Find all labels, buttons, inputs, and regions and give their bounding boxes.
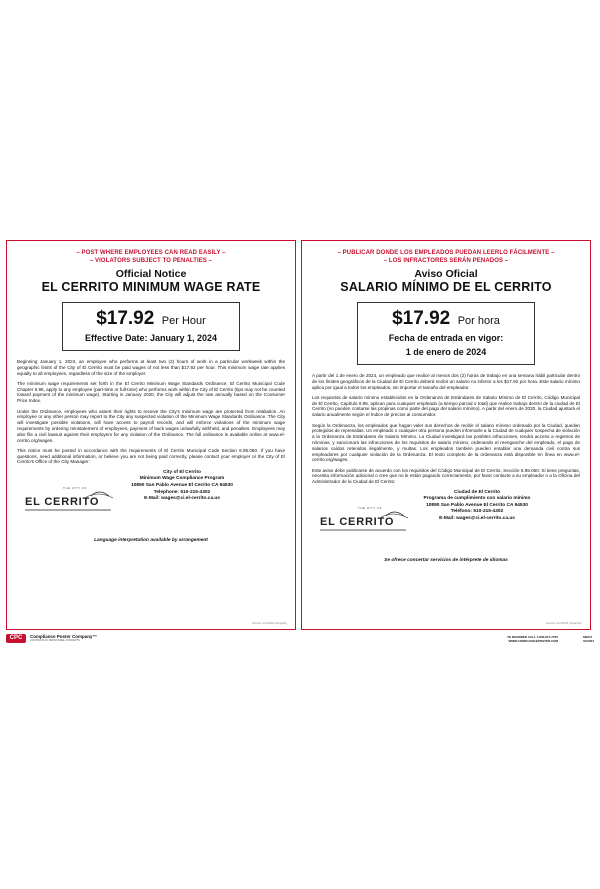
publisher-subtitle: A DIVISION OF PERSONNEL CONCEPTS <box>30 639 80 642</box>
spanish-official-notice: Aviso Oficial <box>414 268 478 280</box>
english-body <box>17 359 285 465</box>
spanish-version: Version 1/1/2024 (Spanish) <box>545 621 582 625</box>
logo-name: EL CERRITO <box>25 495 100 508</box>
spanish-title: SALARIO MÍNIMO DE EL CERRITO <box>340 280 552 294</box>
sku-date: 01/2024 <box>583 639 594 643</box>
logo-city-of: THE CITY OF <box>63 485 88 490</box>
spanish-paragraph-2: Los requisitos de salario mínimo establecidos en la Ordenanza de Estándares de Salario Mínimo de El Cerrito, Código Municipal de El Cerrito, Capítulo 6.95, aplican para cualquier empleado (a tiempo parcial o total) que realice trabajo dentro de la ciudad de El Cerrito (no pueden contarse las propinas como parte del pago del salario mínimo). A partir del enero de 2020, la Ciudad ajustará el salario anualmente según el Índice de precios al consumidor. <box>312 394 580 418</box>
reorder-phone: TO REORDER CALL 1-800-817-7070 <box>507 635 558 639</box>
el-cerrito-logo <box>316 504 416 534</box>
el-cerrito-logo <box>21 484 121 514</box>
spanish-effective-label: Fecha de entrada en vigor: <box>388 333 504 343</box>
spanish-body <box>312 373 580 485</box>
logo-city-of: THE CITY OF <box>358 505 383 510</box>
spanish-contact-line-3: 10890 San Pablo Avenue El Cerrito CA 94530 <box>426 502 528 508</box>
english-version: Version 1/1/2024 (English) <box>251 621 287 625</box>
spanish-contact-line-1: Ciudad de El Cerrito <box>453 489 501 495</box>
spanish-paragraph-1: A partir del 1 de enero de 2024, un empleado que realice al menos dos (2) horas de trabajo en una semana hábil particular dentro de los límites geográficos de la Ciudad de El Cerrito deberá recibir un salario no inferior a los $17.92 por hora. Este salario mínimo aplica por igual a todos los empleados, sin importar el tamaño del empleador. <box>312 373 580 390</box>
sku-number: M0371 <box>583 635 593 639</box>
english-contact-phone: Telephone: 510-215-4302 <box>153 489 211 495</box>
english-paragraph-2: The minimum wage requirements set forth in the El Cerrito Minimum Wage Standards Ordinance, El Cerrito Municipal Code Chapter 6.95, apply to any employee (part-time or full-time) who performs work within the City of El Cerrito (tips may not be counted toward payment of the minimum wage). Starting in January 2020, the City will adjust the rate annually based on the Consumer Price Index. <box>17 380 285 404</box>
spanish-language-note: Se ofrece concertar servicios de intérprete de idiomas <box>384 557 508 563</box>
publisher-bar <box>6 634 594 644</box>
spanish-contact-row <box>312 490 580 556</box>
spanish-contact-line-2: Programa de cumplimiento con salario mínimo <box>423 496 531 502</box>
cpc-logo-icon: CPC <box>6 634 26 643</box>
english-rate-amount: $17.92 <box>96 308 155 329</box>
poster <box>0 240 600 646</box>
english-contact-line-2: Minimum Wage Compliance Program <box>139 476 225 482</box>
spanish-rate-box <box>357 302 535 365</box>
english-title: EL CERRITO MINIMUM WAGE RATE <box>41 280 261 294</box>
spanish-rate-per: Por hora <box>457 315 500 327</box>
english-effective-date: Effective Date: January 1, 2024 <box>84 333 218 343</box>
spanish-contact-block <box>417 490 537 523</box>
spanish-contact-phone: Teléfono: 510-215-4302 <box>450 509 504 515</box>
english-contact-line-3: 10890 San Pablo Avenue El Cerrito CA 94530 <box>131 482 233 488</box>
spanish-tagline <box>312 249 580 265</box>
logo-name: EL CERRITO <box>320 515 395 528</box>
spanish-tagline-2: – LOS INFRACTORES SERÁN PENADOS – <box>383 258 509 264</box>
english-official-notice: Official Notice <box>115 268 187 280</box>
spanish-paragraph-4: Este aviso debe publicarse de acuerdo con los requisitos del Código Municipal de El Cerrito, Sección 6.95.060. Si tiene preguntas, necesita información adicional o cree que no le están pagando correctamente, por favor contacte a su empleador o a la Oficina del Administrador de la Ciudad de El Cerrito: <box>312 467 580 485</box>
english-paragraph-4: This notice must be posted in accordance with the requirements of El Cerrito Municipal Code Section 6.95.060. If you have questions, need additional information, or believe you are not being paid correctly, please contact your employer or the City of El Cerrito's Office of the City Manager: <box>17 447 285 465</box>
spanish-effective-date: 1 de enero de 2024 <box>405 347 487 357</box>
spanish-contact-email: E-Mail: wages@ci.el-cerrito.ca.us <box>439 515 515 521</box>
reorder-website: WWW.COMPLIANCEPOSTER.COM <box>508 639 558 643</box>
english-rate-per: Per Hour <box>161 315 206 327</box>
english-contact-block <box>122 470 242 503</box>
spanish-panel <box>301 240 591 630</box>
english-paragraph-1: Beginning January 1, 2024, an employee who performs at least two (2) hours of work in a particular workweek within the geographic limits of the City of El Cerrito must be paid wages of not less than $17.92 per hour. This minimum wage rate applies equally to all employees, regardless of the size of the employer. <box>17 359 285 376</box>
english-language-note: Language interpretation available by arrangement <box>94 537 208 543</box>
english-contact-row <box>17 470 285 536</box>
spanish-paragraph-3: Según la Ordenanza, los empleados que hagan valer sus derechos de recibir el salario mínimo ordenado por la Ciudad, quedan protegidos de represalias. Un empleado o cualquier otra persona pueden informarle a la Ciudad de cualquier sospecha de violación a la Ordenanza de Estándares de Salario Mínimo. La Ciudad investigará las posibles infracciones, tendrá acceso a registros de nóminas, y sancionará las infracciones de los requisitos de salario mínimo, ordenando el reenganche del empleado, el pago de salarios caídos retenidos ilegalmente, y multas. Los empleados también pueden entablar una demanda civil contra sus empleadores por cualquier violación de la Ordenanza. El texto completo de la ordenanza está disponible en línea en www.el-cerrito.org/wages. <box>312 422 580 463</box>
english-contact-line-1: City of El Cerrito <box>163 469 201 475</box>
english-rate-box <box>62 302 240 351</box>
english-panel <box>6 240 296 630</box>
english-tagline-1: – POST WHERE EMPLOYEES CAN READ EASILY – <box>76 250 226 256</box>
english-tagline-2: – VIOLATORS SUBJECT TO PENALTIES – <box>89 258 213 264</box>
english-contact-email: E-Mail: wages@ci.el-cerrito.ca.us <box>144 496 220 502</box>
reorder-info <box>507 635 558 643</box>
english-paragraph-3: Under the Ordinance, employees who assert their rights to receive the City's minimum wage are protected from retaliation. An employee or any other person may report to the City any suspected violation of the Minimum Wage Standards Ordinance. The City will investigate possible violations, will have access to payroll records, and will enforce violations of the minimum wage requirements by ordering reinstatement of employees, payment of back wages unlawfully withheld, and penalties. Employees may also file a civil lawsuit against their employers for any violation of the Ordinance. The full ordinance is available online at www.el-cerrito.org/wages. <box>17 408 285 443</box>
english-tagline <box>17 249 285 265</box>
publisher-name: Compliance Poster Company™ <box>30 634 98 639</box>
sku-info <box>583 635 594 643</box>
spanish-rate-amount: $17.92 <box>392 308 451 329</box>
spanish-tagline-1: – PUBLICAR DONDE LOS EMPLEADOS PUEDAN LEERLO FÁCILMENTE – <box>337 250 555 256</box>
